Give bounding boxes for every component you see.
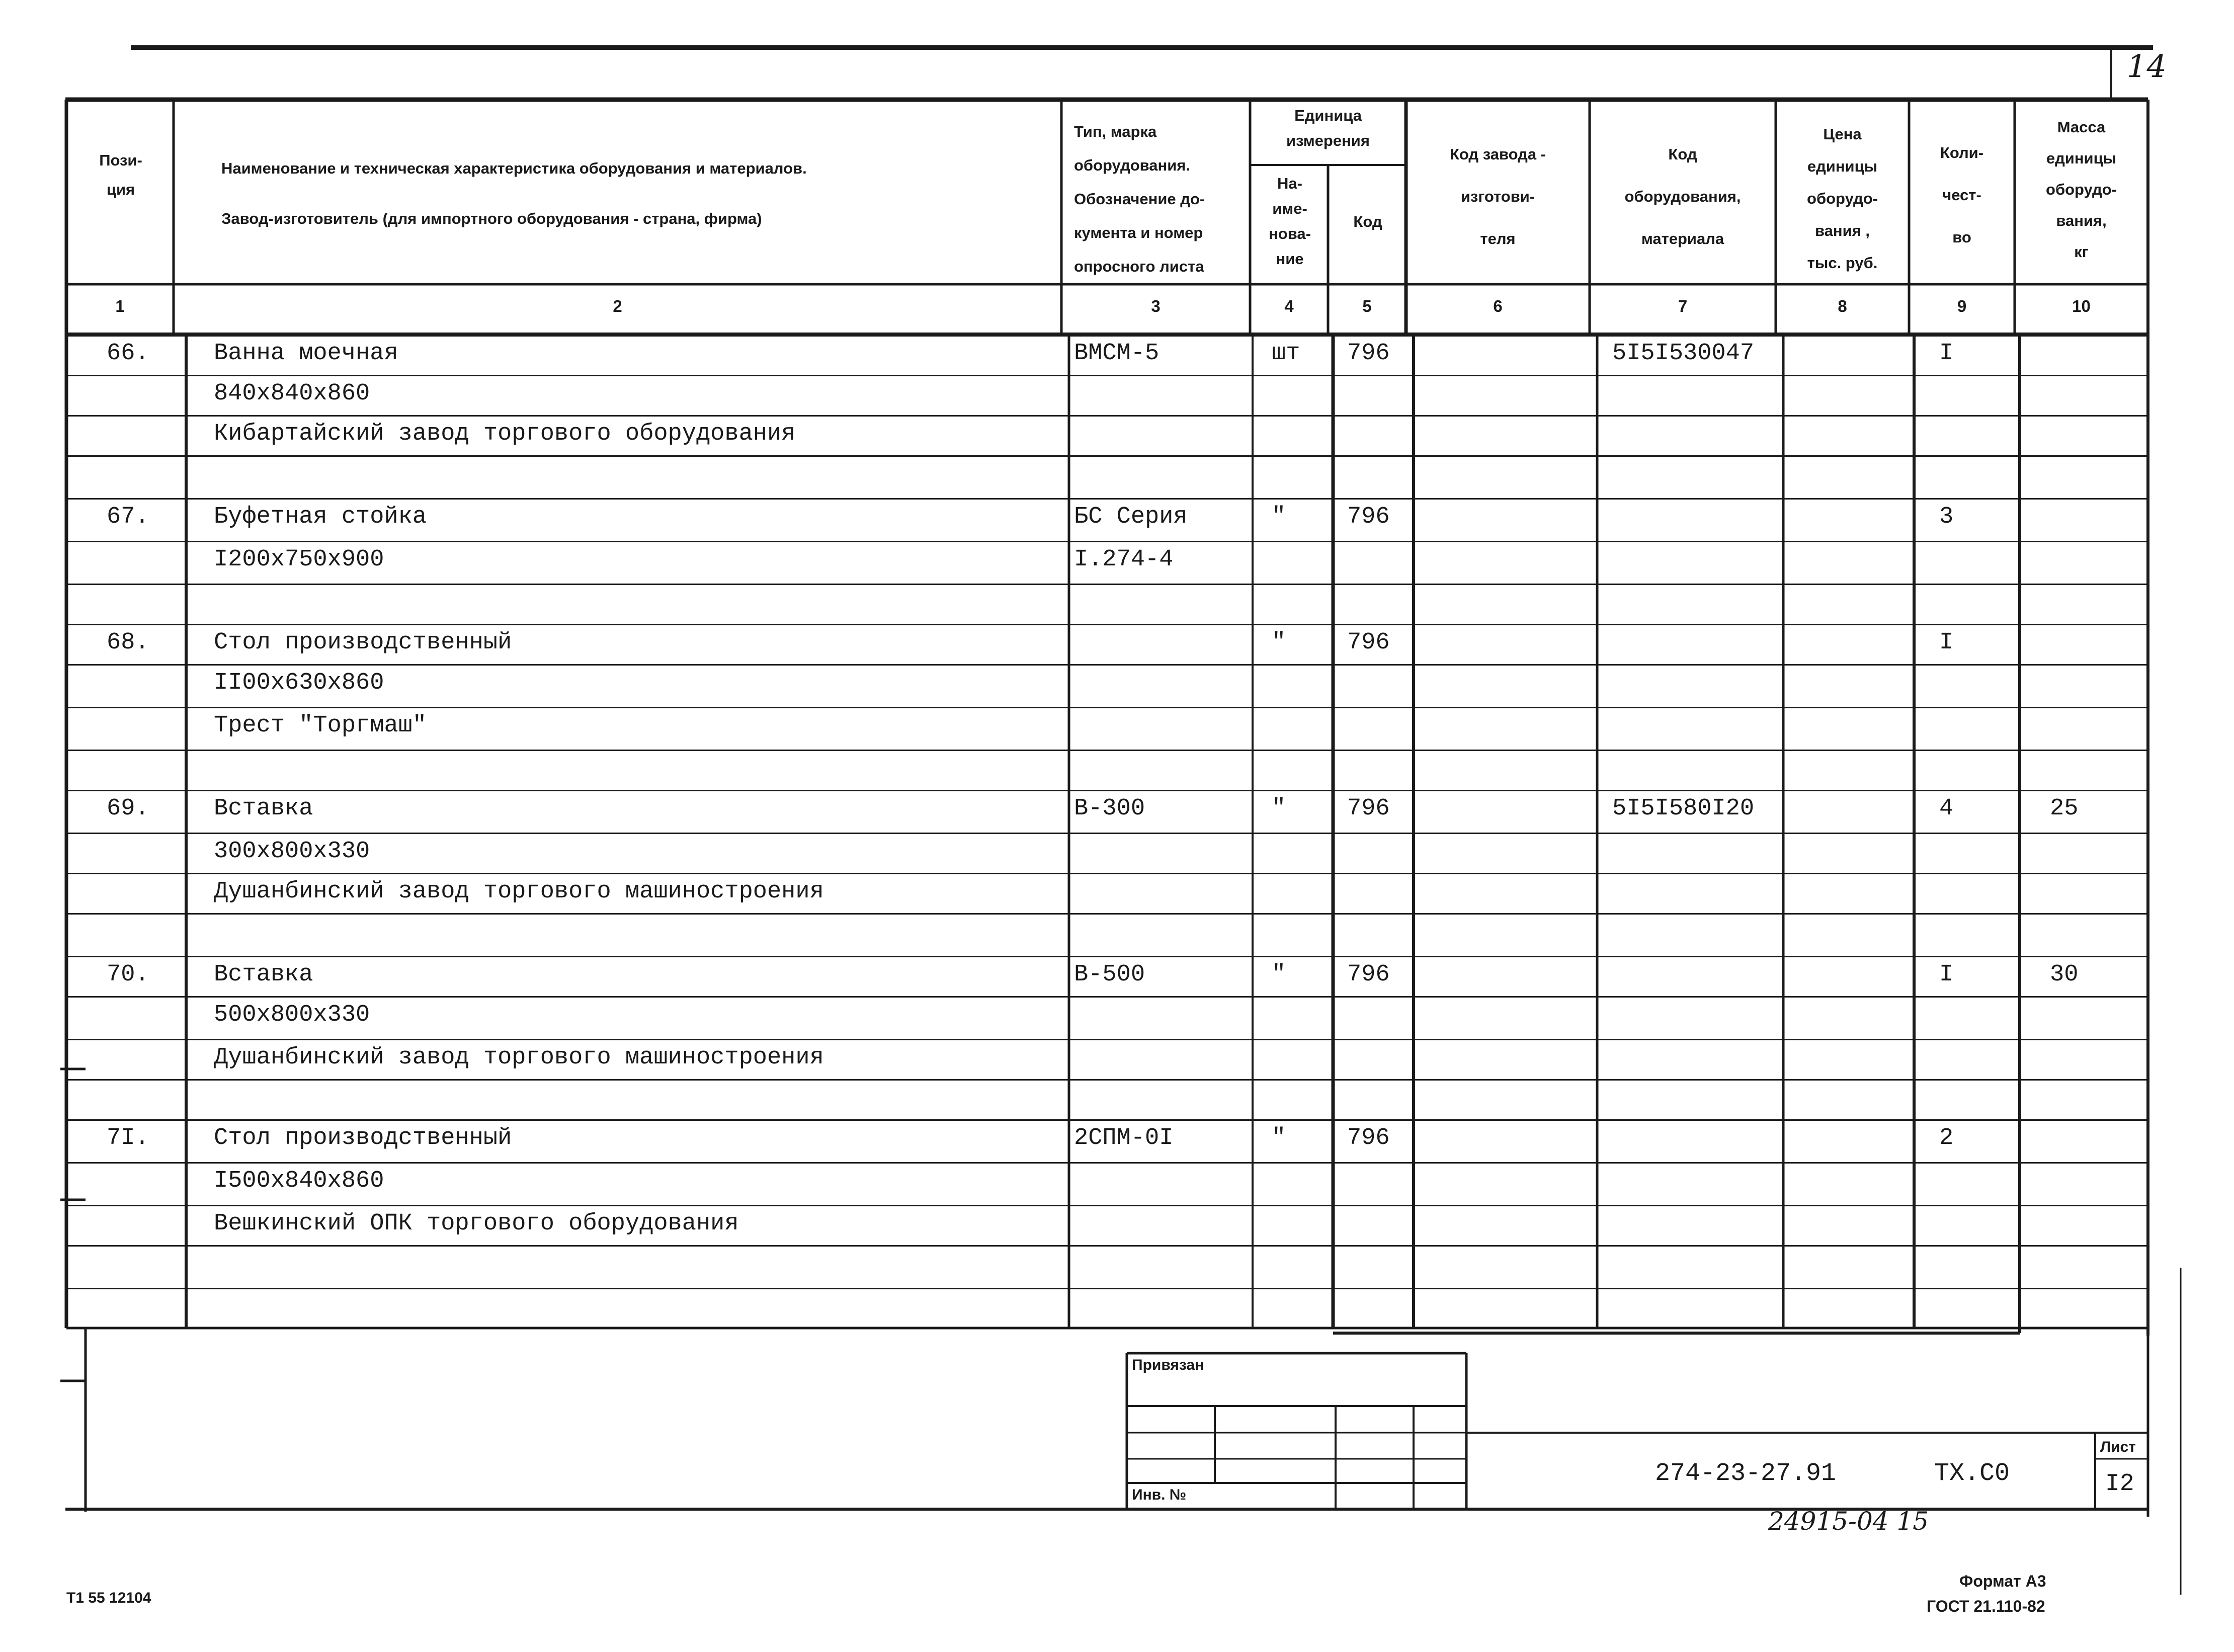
- row-separator: [66, 541, 2148, 542]
- cell-quantity: I: [1939, 961, 1954, 988]
- header-unit-line: измерения: [1286, 132, 1370, 149]
- column-number: 8: [1838, 297, 1847, 315]
- cell-unit-code: 796: [1347, 1125, 1390, 1151]
- cell-quantity: I: [1939, 629, 1954, 656]
- header-unit-name-line: нова-: [1269, 225, 1311, 242]
- header-name: [221, 143, 1046, 244]
- header-type-line: опросного листа: [1074, 258, 1204, 275]
- cell-unit-code: 796: [1347, 795, 1390, 822]
- header-equipment-code-line: оборудования,: [1624, 188, 1741, 205]
- row-separator: [66, 664, 2148, 666]
- row-separator: [66, 707, 2148, 708]
- header-price-line: Цена: [1823, 125, 1862, 143]
- header-mass-line: вания,: [2056, 212, 2107, 229]
- cell-unit-name: шт: [1272, 340, 1300, 367]
- cell-name: Вставка: [214, 961, 313, 988]
- cell-type: В-500: [1074, 961, 1145, 988]
- header-quantity-line: во: [1952, 228, 1971, 246]
- row-separator: [66, 873, 2148, 874]
- cell-unit-name: ": [1272, 961, 1286, 988]
- column-number: 6: [1493, 297, 1503, 315]
- column-number: 10: [2072, 297, 2091, 315]
- column-number: 5: [1362, 297, 1372, 315]
- header-unit-line: Единица: [1294, 107, 1362, 124]
- row-separator: [66, 1205, 2148, 1206]
- cell-name: Трест "Торгмаш": [214, 712, 427, 739]
- header-mass-line: единицы: [2046, 149, 2117, 167]
- header-unit-code: Код: [1353, 213, 1382, 230]
- list-label: Лист: [2100, 1439, 2136, 1455]
- header-factory-code-line: Код завода -: [1449, 145, 1546, 163]
- header-type: [1074, 115, 1248, 283]
- cell-quantity: 4: [1939, 795, 1954, 822]
- gost-label: ГОСТ 21.110-82: [1927, 1597, 2045, 1615]
- cell-unit-name: ": [1272, 504, 1286, 530]
- column-number: 2: [613, 297, 622, 315]
- row-separator: [66, 956, 2148, 957]
- header-equipment-code-line: Код: [1668, 145, 1697, 163]
- header-type-line: оборудования.: [1074, 156, 1191, 174]
- header-price-line: единицы: [1807, 157, 1878, 175]
- row-separator: [66, 1039, 2148, 1040]
- header-name-line: Завод-изготовитель (для импортного оборудования - страна, фирма): [221, 210, 762, 227]
- header-unit-name-line: име-: [1272, 200, 1307, 217]
- row-separator: [66, 624, 2148, 625]
- cell-position: 66.: [107, 340, 149, 367]
- cell-name: Душанбинский завод торгового машиностроения: [214, 1044, 824, 1071]
- cell-type: ВМСМ-5: [1074, 340, 1160, 367]
- print-code: Т1 55 12104: [66, 1590, 151, 1606]
- cell-position: 68.: [107, 629, 149, 656]
- row-separator: [66, 1162, 2148, 1164]
- cell-name: I200x750x900: [214, 546, 384, 573]
- cell-name: Вешкинский ОПК торгового оборудования: [214, 1210, 739, 1237]
- cell-name: Буфетная стойка: [214, 504, 427, 530]
- cell-unit-code: 796: [1347, 629, 1390, 656]
- row-separator: [66, 833, 2148, 834]
- row-separator: [66, 1288, 2148, 1289]
- row-separator: [66, 750, 2148, 751]
- cell-type: I.274-4: [1074, 546, 1174, 573]
- inv-no-label: Инв. №: [1132, 1486, 1187, 1503]
- header-name-line: Наименование и техническая характеристика оборудования и материалов.: [221, 159, 807, 177]
- row-separator: [66, 1245, 2148, 1247]
- header-unit-name: [1253, 171, 1327, 272]
- row-separator: [66, 996, 2148, 998]
- cell-name: Вставка: [214, 795, 313, 822]
- header-price-line: тыс. руб.: [1807, 254, 1878, 272]
- cell-position: 69.: [107, 795, 149, 822]
- header-price: [1778, 118, 1907, 279]
- cell-name: Стол производственный: [214, 629, 512, 656]
- header-price-line: вания ,: [1815, 222, 1870, 239]
- header-type-line: Тип, марка: [1074, 123, 1157, 140]
- header-quantity-line: чест-: [1942, 186, 1981, 204]
- handwritten-number: 24915-04 15: [1768, 1507, 1929, 1536]
- cell-quantity: 3: [1939, 504, 1954, 530]
- row-separator: [66, 455, 2148, 457]
- cell-name: 300x800x330: [214, 838, 370, 865]
- cell-quantity: 2: [1939, 1125, 1954, 1151]
- cell-name: Кибартайский завод торгового оборудования: [214, 421, 796, 447]
- list-value: I2: [2105, 1470, 2134, 1498]
- row-separator: [66, 375, 2148, 376]
- column-number: 3: [1151, 297, 1161, 315]
- header-position-line: ция: [106, 181, 135, 198]
- cell-position: 67.: [107, 504, 149, 530]
- doc-type: ТХ.С0: [1934, 1459, 2010, 1488]
- header-factory-code: [1409, 133, 1587, 260]
- cell-unit-code: 796: [1347, 961, 1390, 988]
- column-number: 7: [1678, 297, 1688, 315]
- header-price-line: оборудо-: [1807, 190, 1878, 207]
- row-separator: [66, 790, 2148, 791]
- header-position: [70, 146, 171, 204]
- column-number: 1: [115, 297, 125, 315]
- cell-position: 7I.: [107, 1125, 149, 1151]
- header-unit-name-line: На-: [1277, 175, 1302, 192]
- cell-mass: 25: [2050, 795, 2079, 822]
- cell-name: II00x630x860: [214, 670, 384, 696]
- column-number: 4: [1284, 297, 1294, 315]
- cell-unit-name: ": [1272, 795, 1286, 822]
- cell-quantity: I: [1939, 340, 1954, 367]
- privyazan-label: Привязан: [1132, 1357, 1204, 1373]
- cell-type: БС Серия: [1074, 504, 1188, 530]
- header-mass: [2017, 112, 2145, 268]
- cell-type: В-300: [1074, 795, 1145, 822]
- row-separator: [66, 415, 2148, 417]
- header-equipment-code: [1592, 133, 1773, 260]
- header-type-line: кумента и номер: [1074, 224, 1203, 241]
- header-mass-line: кг: [2074, 243, 2089, 261]
- header-unit-group: [1253, 103, 1403, 153]
- cell-unit-code: 796: [1347, 340, 1390, 367]
- column-number: 9: [1957, 297, 1967, 315]
- cell-mass: 30: [2050, 961, 2079, 988]
- doc-code: 274-23-27.91: [1655, 1459, 1837, 1488]
- cell-type: 2СПМ-0I: [1074, 1125, 1174, 1151]
- header-mass-line: Масса: [2057, 118, 2106, 136]
- sheet-mark: 14: [2127, 48, 2167, 85]
- header-unit-name-line: ние: [1276, 250, 1304, 268]
- header-mass-line: оборудо-: [2046, 181, 2117, 198]
- cell-position: 70.: [107, 961, 149, 988]
- cell-unit-code: 796: [1347, 504, 1390, 530]
- header-quantity-line: Коли-: [1940, 144, 1984, 161]
- header-type-line: Обозначение до-: [1074, 190, 1205, 208]
- cell-name: 500x800x330: [214, 1002, 370, 1028]
- header-position-line: Пози-: [99, 151, 142, 169]
- header-equipment-code-line: материала: [1641, 230, 1724, 247]
- row-separator: [66, 1119, 2148, 1121]
- cell-name: Ванна моечная: [214, 340, 398, 367]
- header-factory-code-line: изготови-: [1460, 188, 1535, 205]
- format-label: Формат А3: [1959, 1572, 2046, 1590]
- cell-equipment-code: 5I5I530047: [1612, 340, 1755, 367]
- cell-name: 840x840x860: [214, 380, 370, 407]
- cell-name: Стол производственный: [214, 1125, 512, 1151]
- row-separator: [66, 913, 2148, 915]
- cell-name: I500x840x860: [214, 1168, 384, 1194]
- row-separator: [66, 498, 2148, 500]
- header-quantity: [1912, 132, 2012, 259]
- row-separator: [66, 1079, 2148, 1081]
- cell-unit-name: ": [1272, 629, 1286, 656]
- row-separator: [66, 584, 2148, 585]
- cell-unit-name: ": [1272, 1125, 1286, 1151]
- cell-name: Душанбинский завод торгового машиностроения: [214, 878, 824, 905]
- header-factory-code-line: теля: [1480, 230, 1516, 247]
- cell-equipment-code: 5I5I580I20: [1612, 795, 1755, 822]
